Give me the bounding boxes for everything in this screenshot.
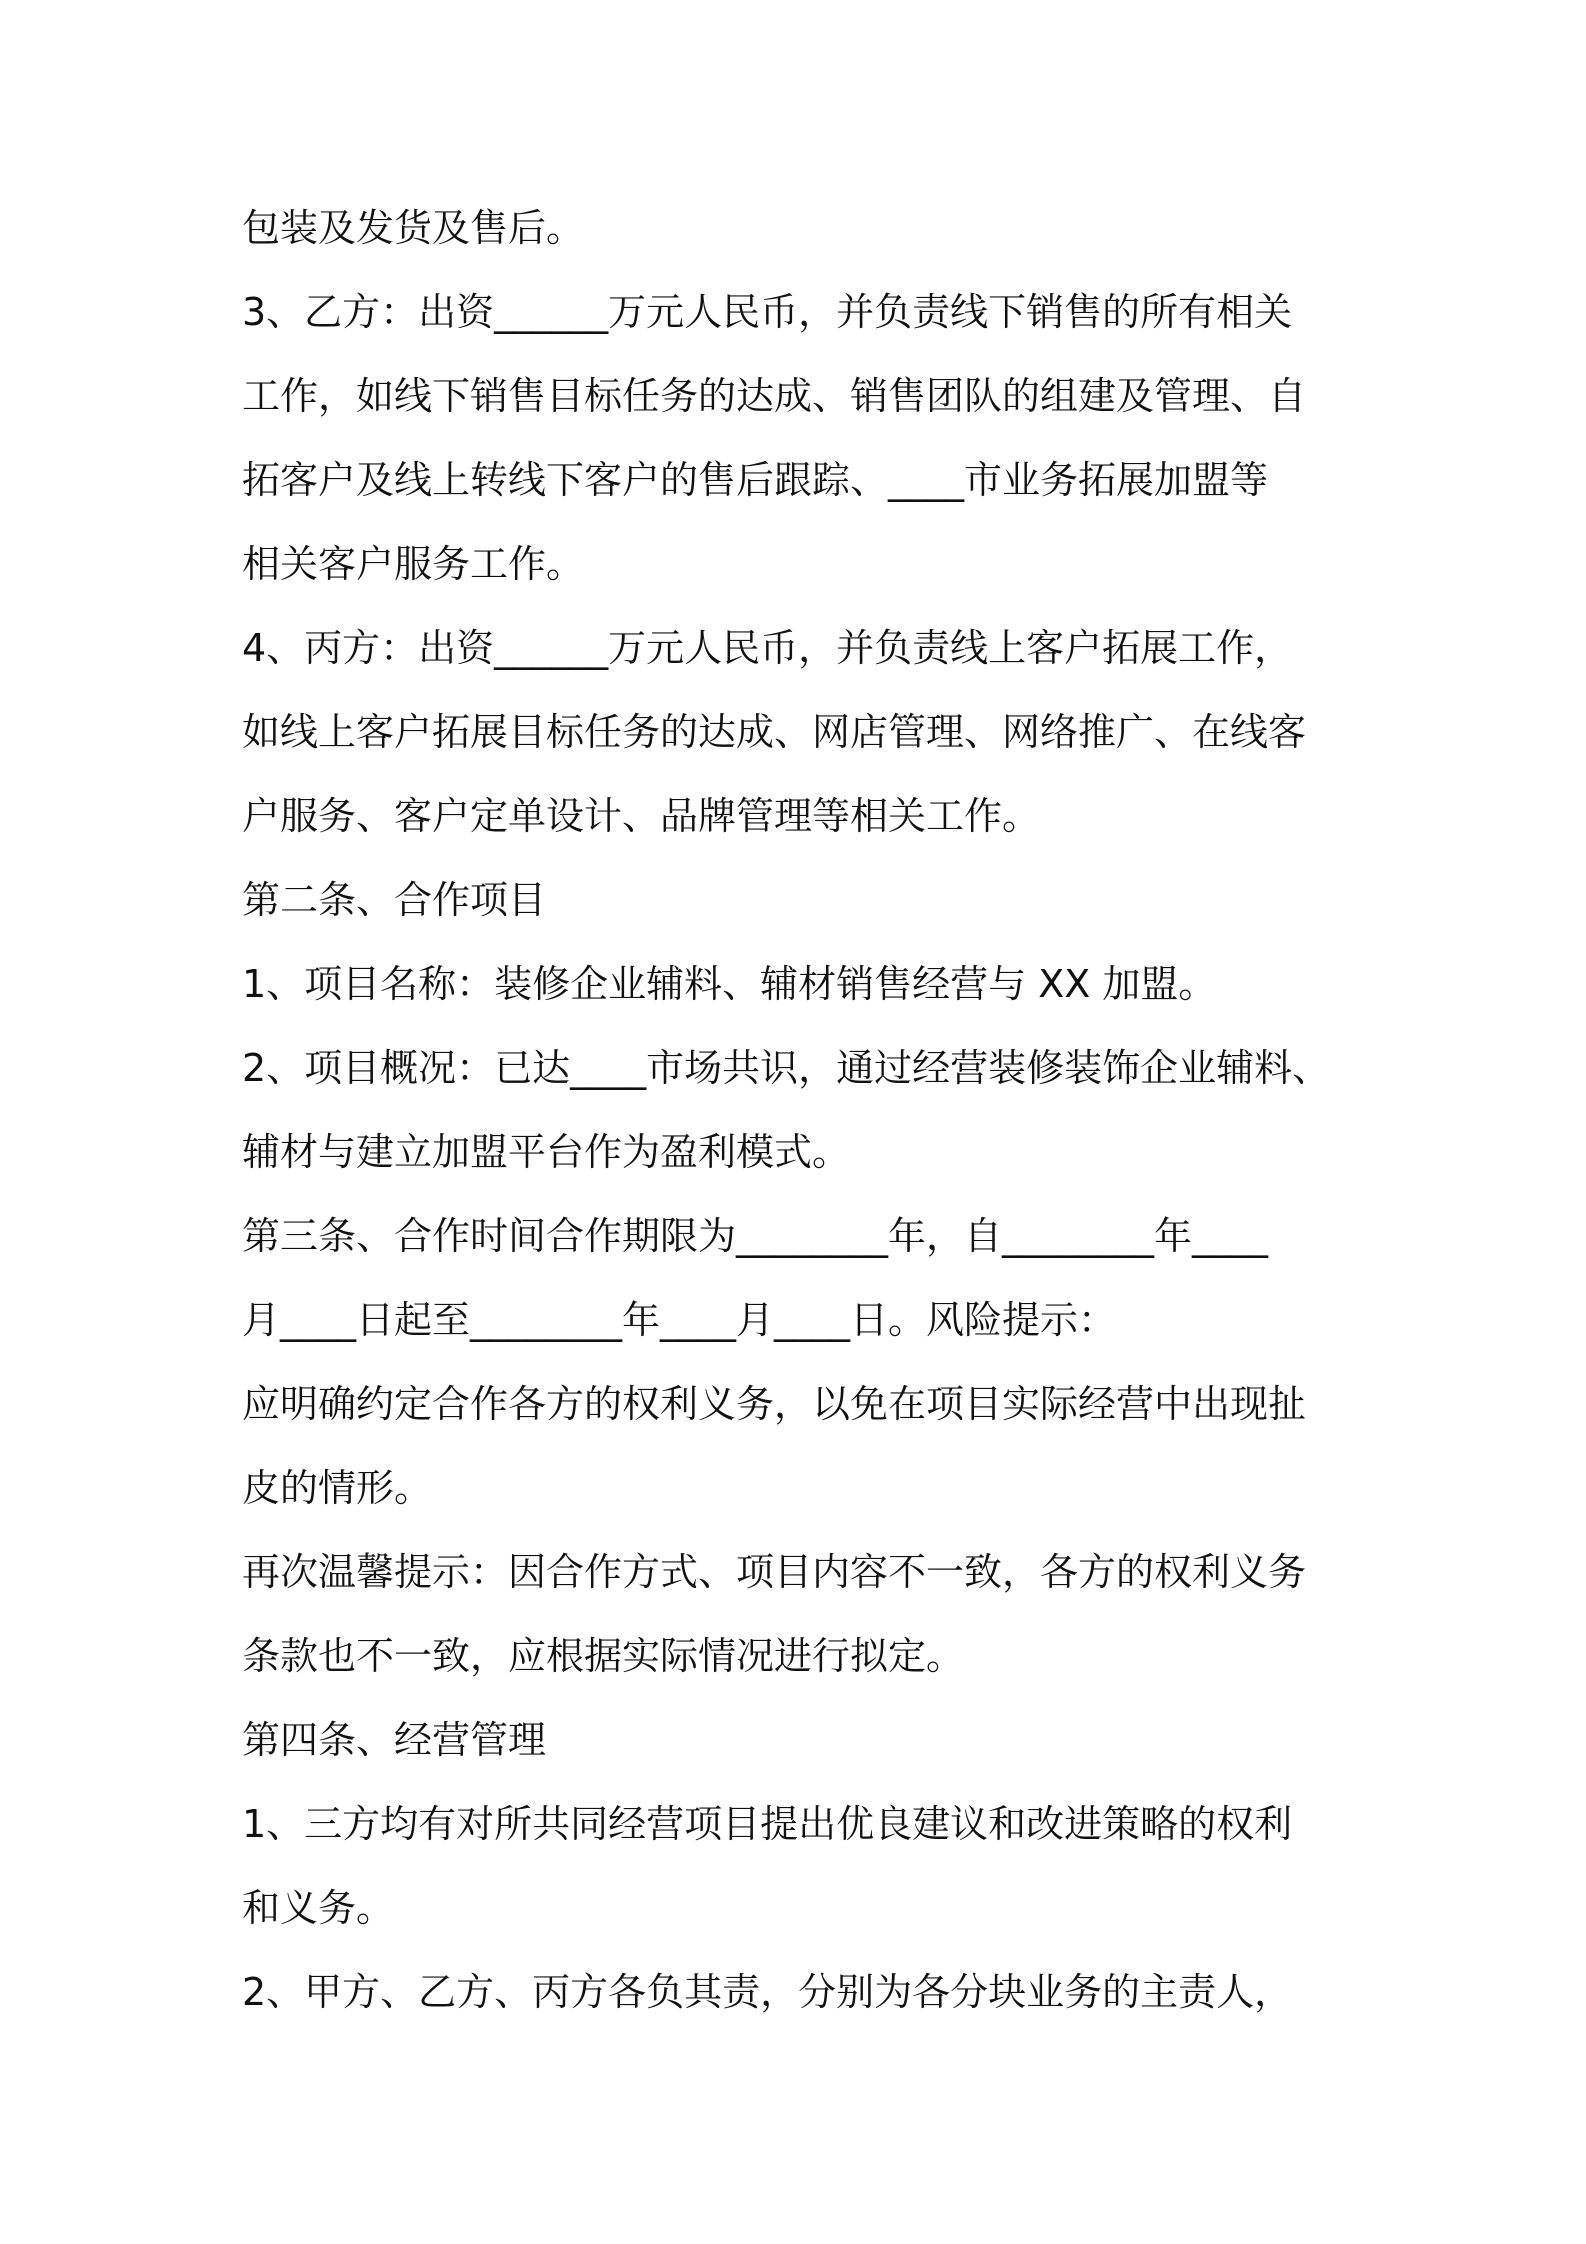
- text-line: 包装及发货及售后。: [242, 206, 585, 250]
- text-line: 如线上客户拓展目标任务的达成、网店管理、网络推广、在线客: [242, 710, 1307, 754]
- text-line: 4、丙方：出资______万元人民币，并负责线上客户拓展工作，: [242, 626, 1293, 670]
- section-heading: 第四条、经营管理: [242, 1718, 547, 1762]
- text-line: 1、项目名称：装修企业辅料、辅材销售经营与 XX 加盟。: [242, 962, 1217, 1006]
- text-line: 再次温馨提示：因合作方式、项目内容不一致，各方的权利义务: [242, 1550, 1307, 1594]
- text-line: 第三条、合作时间合作期限为________年，自________年____: [242, 1214, 1269, 1258]
- text-line: 3、乙方：出资______万元人民币，并负责线下销售的所有相关: [242, 290, 1293, 334]
- text-line: 皮的情形。: [242, 1466, 433, 1510]
- text-line: 拓客户及线上转线下客户的售后跟踪、____市业务拓展加盟等: [242, 458, 1269, 502]
- text-line: 2、甲方、乙方、丙方各负其责，分别为各分块业务的主责人，: [242, 1970, 1293, 2014]
- text-line: 应明确约定合作各方的权利义务，以免在项目实际经营中出现扯: [242, 1382, 1307, 1426]
- text-line: 和义务。: [242, 1886, 395, 1930]
- text-line: 辅材与建立加盟平台作为盈利模式。: [242, 1130, 851, 1174]
- text-line: 工作，如线下销售目标任务的达成、销售团队的组建及管理、自: [242, 374, 1307, 418]
- text-line: 1、三方均有对所共同经营项目提出优良建议和改进策略的权利: [242, 1802, 1293, 1846]
- text-line: 条款也不一致，应根据实际情况进行拟定。: [242, 1634, 965, 1678]
- text-line: 户服务、客户定单设计、品牌管理等相关工作。: [242, 794, 1041, 838]
- section-heading: 第二条、合作项目: [242, 878, 547, 922]
- text-line: 相关客户服务工作。: [242, 542, 585, 586]
- text-line: 月____日起至________年____月____日。风险提示：: [242, 1298, 1117, 1342]
- text-line: 2、项目概况：已达____市场共识，通过经营装修装饰企业辅料、: [242, 1046, 1331, 1090]
